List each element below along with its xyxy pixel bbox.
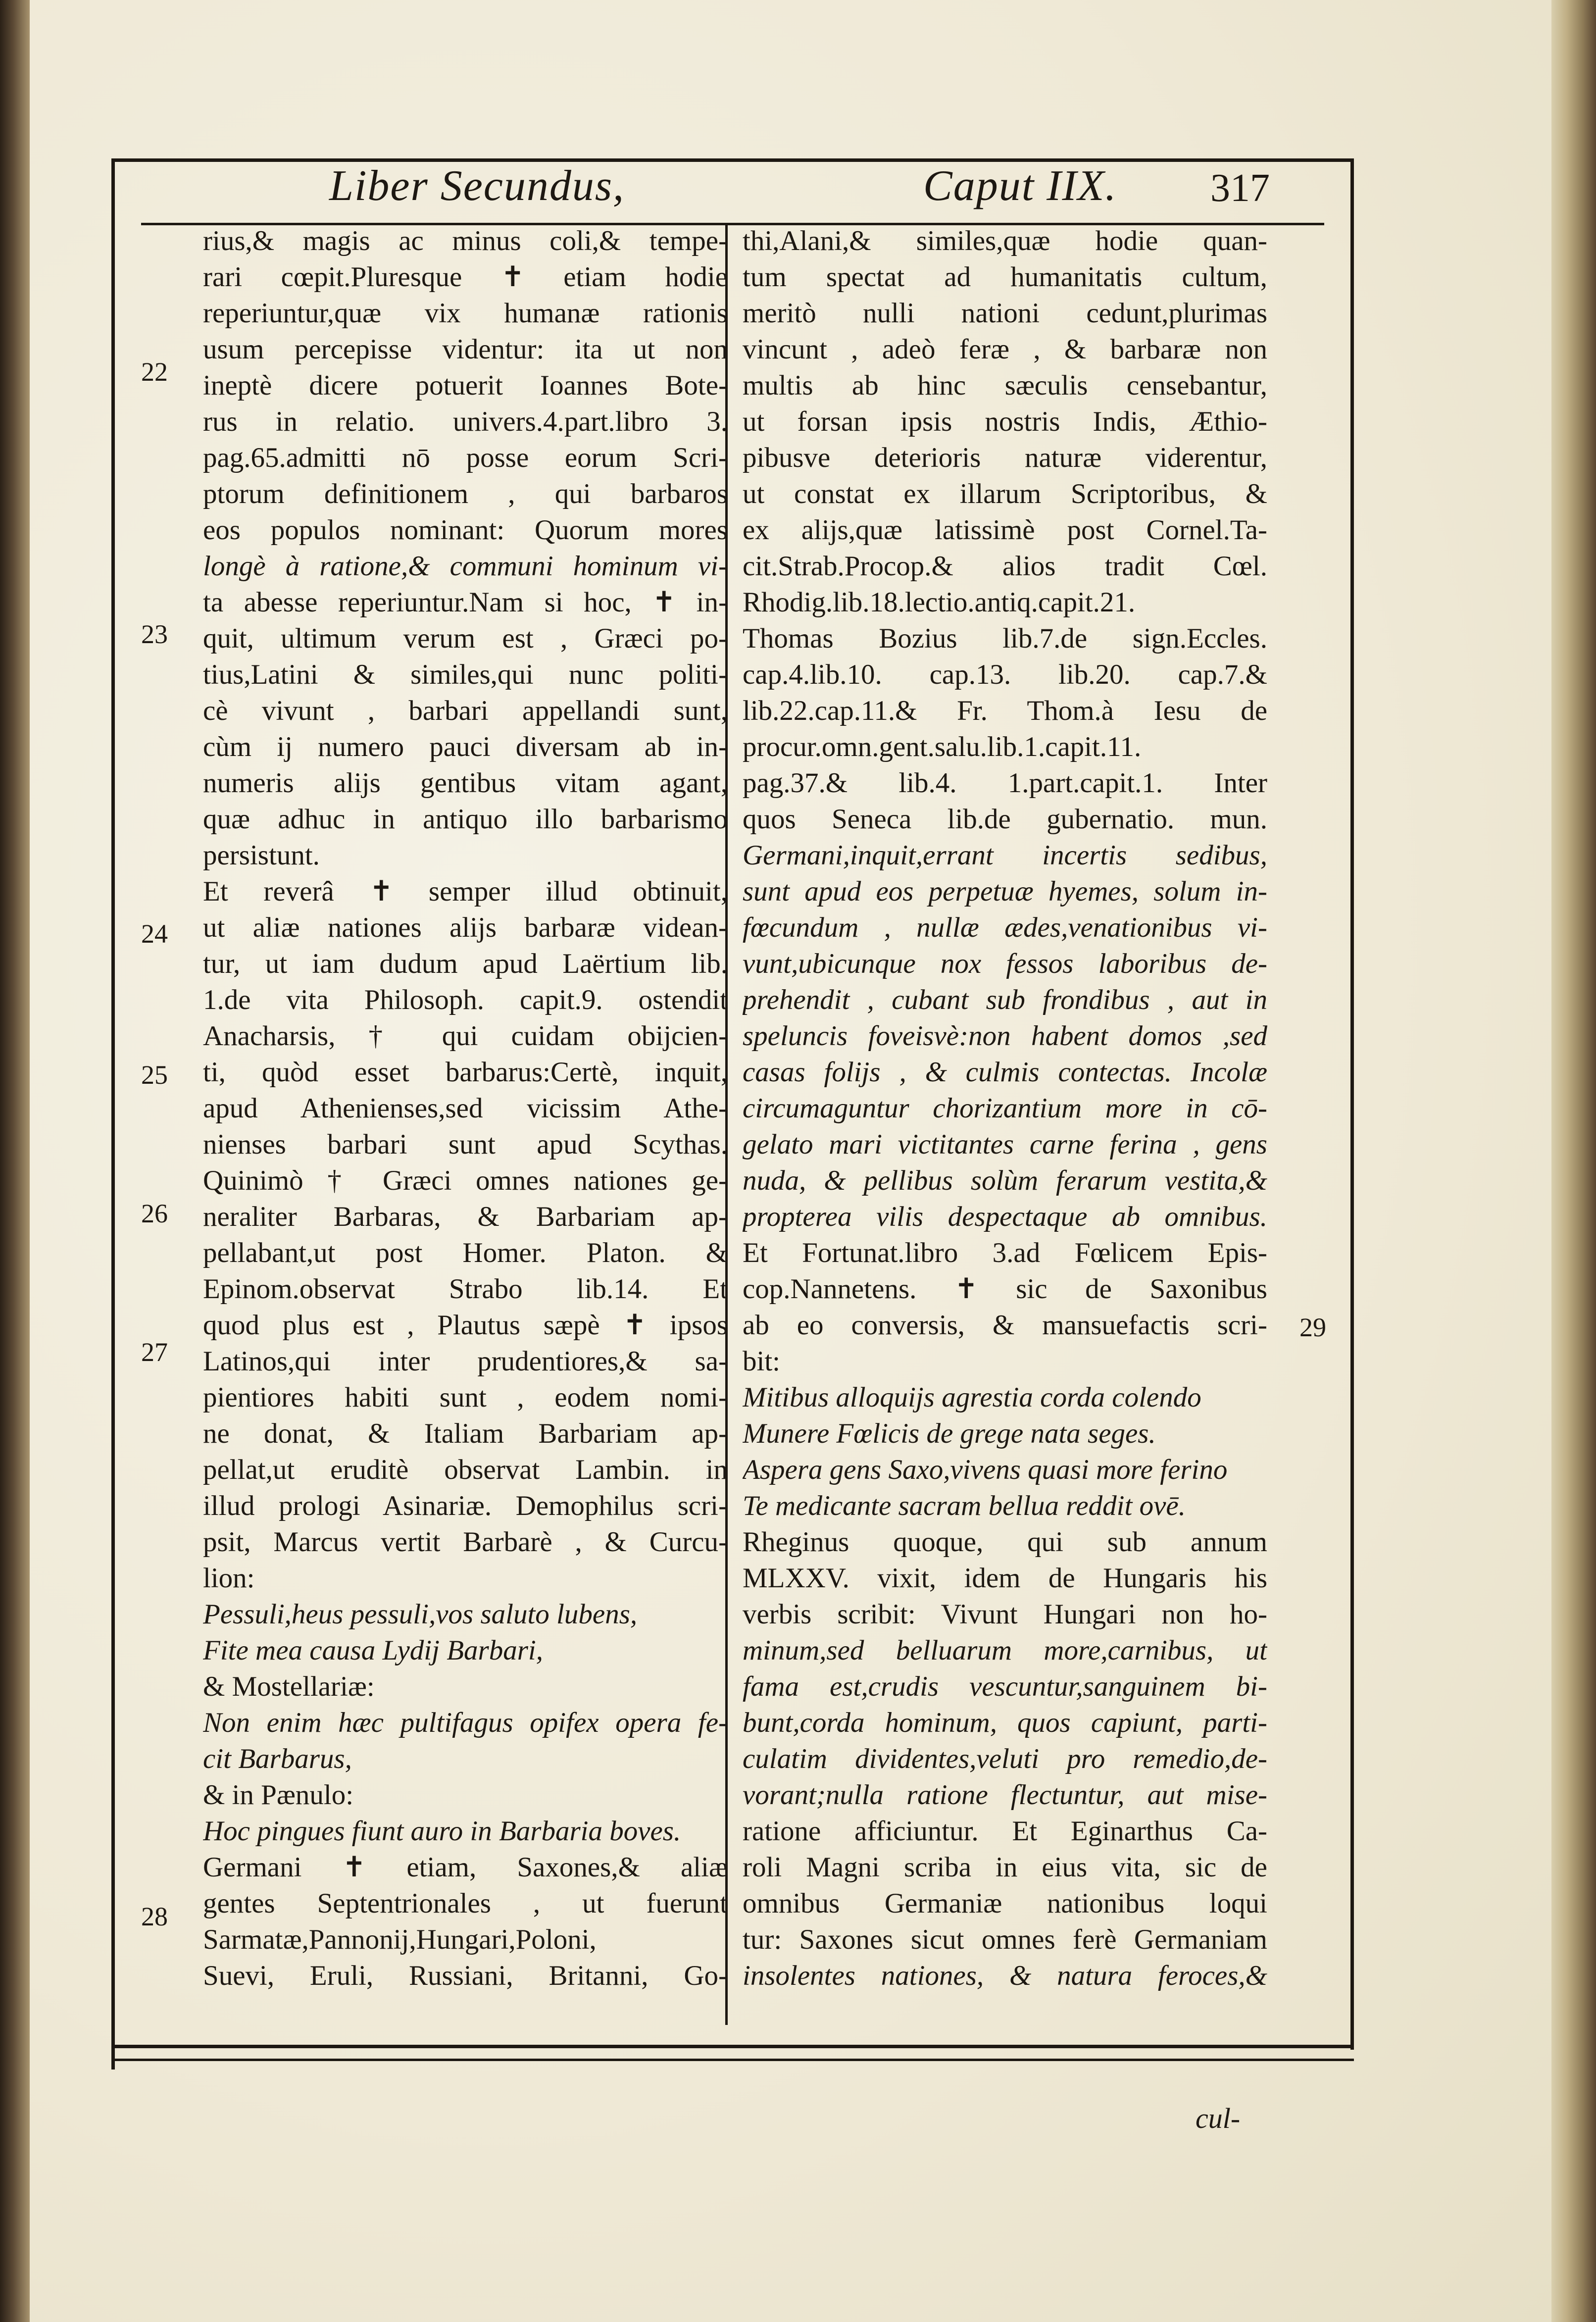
running-head-left: Liber Secundus,: [329, 162, 625, 210]
text-line: Thomas Bozius lib.7.de sign.Eccles.: [743, 623, 1267, 654]
margin-number: 29: [1299, 1312, 1326, 1342]
text-line: vincunt , adeò feræ , & barbaræ non: [743, 334, 1267, 365]
text-line: pag.37.& lib.4. 1.part.capit.1. Inter: [743, 767, 1267, 799]
text-line: pellabant,ut post Homer. Platon. &: [203, 1237, 728, 1268]
text-line: tur, ut iam dudum apud Laërtium lib.: [203, 948, 728, 979]
text-column-right: [743, 223, 1267, 1994]
text-line: Aspera gens Saxo,vivens quasi more ferino: [743, 1454, 1228, 1485]
margin-number: 28: [141, 1902, 168, 1931]
text-line: MLXXV. vixit, idem de Hungaris his: [743, 1563, 1267, 1594]
text-line: thi,Alani,& similes,quæ hodie quan-: [743, 225, 1267, 256]
text-line: rari cœpit.Pluresque ✝ etiam hodie: [203, 261, 728, 293]
text-line: ut constat ex illarum Scriptoribus, &: [743, 478, 1267, 509]
margin-number: 27: [141, 1337, 168, 1367]
text-line: cap.4.lib.10. cap.13. lib.20. cap.7.&: [743, 659, 1267, 690]
text-line: & in Pænulo:: [203, 1779, 354, 1811]
text-line: rius,& magis ac minus coli,& tempe-: [203, 225, 728, 256]
text-line: pibusve deterioris naturæ viderentur,: [743, 442, 1267, 473]
text-line: fama est,crudis vescuntur,sanguinem bi-: [743, 1671, 1267, 1702]
text-line: gelato mari victitantes carne ferina , gens: [743, 1129, 1267, 1160]
text-line: roli Magni scriba in eius vita, sic de: [743, 1852, 1267, 1883]
text-line: Non enim hæc pultifagus opifex opera fe-: [203, 1707, 728, 1738]
text-line: culatim dividentes,veluti pro remedio,de-: [743, 1743, 1267, 1774]
text-line: procur.omn.gent.salu.lib.1.capit.11.: [743, 731, 1142, 762]
frame-rule-bottom: [111, 2045, 1354, 2048]
text-line: nienses barbari sunt apud Scythas.: [203, 1129, 728, 1160]
text-line: & Mostellariæ:: [203, 1671, 375, 1702]
text-line: Te medicante sacram bellua reddit ovē.: [743, 1490, 1186, 1521]
text-line: ineptè dicere potuerit Ioannes Bote-: [203, 370, 728, 401]
text-line: fœcundum , nullæ ædes,venationibus vi-: [743, 912, 1267, 943]
text-line: speluncis foveisvè:non habent domos ,sed: [743, 1020, 1267, 1052]
text-line: neraliter Barbaras, & Barbariam ap-: [203, 1201, 728, 1232]
text-line: Et Fortunat.libro 3.ad Fœlicem Epis-: [743, 1237, 1267, 1268]
margin-number: 23: [141, 619, 168, 649]
text-line: verbis scribit: Vivunt Hungari non ho-: [743, 1599, 1267, 1630]
text-line: Anacharsis, † qui cuidam obijcien-: [203, 1020, 728, 1052]
frame-rule-top: [111, 158, 1354, 162]
text-line: ratione afficiuntur. Et Eginarthus Ca-: [743, 1816, 1267, 1847]
text-line: ut forsan ipsis nostris Indis, Æthio-: [743, 406, 1267, 437]
text-line: pellat,ut eruditè observat Lambin. in: [203, 1454, 728, 1485]
text-line: pag.65.admitti nō posse eorum Scri-: [203, 442, 728, 473]
margin-number: 24: [141, 919, 168, 949]
text-line: propterea vilis despectaque ab omnibus.: [743, 1201, 1267, 1232]
text-line: apud Athenienses,sed vicissim Athe-: [203, 1093, 728, 1124]
catchword: cul-: [1196, 2102, 1241, 2134]
text-line: cop.Nannetens. ✝ sic de Saxonibus: [743, 1273, 1267, 1305]
text-line: cè vivunt , barbari appellandi sunt,: [203, 695, 728, 726]
running-head-right: Caput IIX.: [923, 162, 1117, 210]
text-line: 1.de vita Philosoph. capit.9. ostendit: [203, 984, 728, 1015]
text-line: ut aliæ nationes alijs barbaræ videan-: [203, 912, 728, 943]
text-line: vorant;nulla ratione flectuntur, aut mise-: [743, 1779, 1267, 1811]
text-line: cùm ij numero pauci diversam ab in-: [203, 731, 728, 762]
text-line: illud prologi Asinariæ. Demophilus scri-: [203, 1490, 728, 1521]
text-line: longè à ratione,& communi hominum vi-: [203, 551, 728, 582]
text-line: tum spectat ad humanitatis cultum,: [743, 261, 1267, 293]
text-line: circumaguntur chorizantium more in cō-: [743, 1093, 1267, 1124]
text-line: ne donat, & Italiam Barbariam ap-: [203, 1418, 728, 1449]
text-line: quos Seneca lib.de gubernatio. mun.: [743, 804, 1267, 835]
text-column-left: [203, 223, 728, 1994]
text-line: numeris alijs gentibus vitam agant,: [203, 767, 728, 799]
text-line: casas folijs , & culmis contectas. Incolæ: [743, 1057, 1267, 1088]
text-line: lion:: [203, 1563, 255, 1594]
text-line: Pessuli,heus pessuli,vos saluto lubens,: [203, 1599, 638, 1630]
text-line: Hoc pingues fiunt auro in Barbaria boves.: [203, 1816, 681, 1847]
text-line: pientiores habiti sunt , eodem nomi-: [203, 1382, 728, 1413]
text-line: ptorum definitionem , qui barbaros: [203, 478, 728, 509]
text-line: Rhodig.lib.18.lectio.antiq.capit.21.: [743, 587, 1136, 618]
text-line: Munere Fœlicis de grege nata seges.: [743, 1418, 1156, 1449]
text-line: tius,Latini & similes,qui nunc politi-: [203, 659, 728, 690]
text-line: rus in relatio. univers.4.part.libro 3.: [203, 406, 728, 437]
text-line: Rheginus quoque, qui sub annum: [743, 1526, 1267, 1558]
text-line: Latinos,qui inter prudentiores,& sa-: [203, 1346, 728, 1377]
text-line: meritò nulli nationi cedunt,plurimas: [743, 298, 1267, 329]
frame-rule-right: [1350, 158, 1354, 2050]
page-frame: [111, 149, 1354, 2134]
text-line: Sarmatæ,Pannonij,Hungari,Poloni,: [203, 1924, 597, 1955]
text-line: ta abesse reperiuntur.Nam si hoc, ✝ in-: [203, 587, 728, 618]
left-scan-edge: [0, 0, 30, 2322]
text-line: Germani,inquit,errant incertis sedibus,: [743, 840, 1267, 871]
text-line: Et reverâ ✝ semper illud obtinuit,: [203, 876, 728, 907]
text-line: reperiuntur,quæ vix humanæ rationis: [203, 298, 728, 329]
page-number: 317: [1210, 166, 1270, 210]
text-line: cit.Strab.Procop.& alios tradit Cœl.: [743, 551, 1267, 582]
frame-rule-bottom-outer: [111, 2059, 1354, 2061]
text-line: Epinom.observat Strabo lib.14. Et: [203, 1273, 728, 1305]
text-line: Fite mea causa Lydij Barbari,: [203, 1635, 543, 1666]
text-line: persistunt.: [203, 840, 320, 871]
text-line: usum percepisse videntur: ita ut non: [203, 334, 728, 365]
text-line: Germani ✝ etiam, Saxones,& aliæ: [203, 1852, 728, 1883]
right-scan-edge: [1551, 0, 1596, 2322]
text-line: omnibus Germaniæ nationibus loqui: [743, 1888, 1267, 1919]
text-line: vunt,ubicunque nox fessos laboribus de-: [743, 948, 1267, 979]
text-line: Mitibus alloquijs agrestia corda colendo: [743, 1382, 1201, 1413]
text-line: eos populos nominant: Quorum mores: [203, 514, 728, 546]
text-line: multis ab hinc sæculis censebantur,: [743, 370, 1267, 401]
text-line: sunt apud eos perpetuæ hyemes, solum in-: [743, 876, 1267, 907]
text-line: ti, quòd esset barbarus:Certè, inquit,: [203, 1057, 728, 1088]
text-line: quod plus est , Plautus sæpè ✝ ipsos: [203, 1310, 728, 1341]
text-line: prehendit , cubant sub frondibus , aut in: [743, 984, 1267, 1015]
text-line: Quinimò † Græci omnes nationes ge-: [203, 1165, 728, 1196]
frame-rule-left: [111, 158, 115, 2070]
text-line: bunt,corda hominum, quos capiunt, parti-: [743, 1707, 1267, 1738]
text-line: gentes Septentrionales , ut fuerunt: [203, 1888, 728, 1919]
text-line: cit Barbarus,: [203, 1743, 352, 1774]
margin-number: 26: [141, 1199, 168, 1228]
text-line: minum,sed belluarum more,carnibus, ut: [743, 1635, 1267, 1666]
text-line: nuda, & pellibus solùm ferarum vestita,&: [743, 1165, 1267, 1196]
text-line: ex alijs,quæ latissimè post Cornel.Ta-: [743, 514, 1267, 546]
text-line: quit, ultimum verum est , Græci po-: [203, 623, 728, 654]
text-line: lib.22.cap.11.& Fr. Thom.à Iesu de: [743, 695, 1267, 726]
text-line: insolentes nationes, & natura feroces,&: [743, 1960, 1267, 1991]
book-page: [30, 0, 1551, 2322]
text-line: Suevi, Eruli, Russiani, Britanni, Go-: [203, 1960, 728, 1991]
text-line: bit:: [743, 1346, 781, 1377]
text-line: tur: Saxones sicut omnes ferè Germaniam: [743, 1924, 1267, 1955]
text-line: ab eo conversis, & mansuefactis scri-: [743, 1310, 1267, 1341]
margin-number: 25: [141, 1060, 168, 1090]
text-line: quæ adhuc in antiquo illo barbarismo: [203, 804, 728, 835]
text-line: psit, Marcus vertit Barbarè , & Curcu-: [203, 1526, 728, 1558]
margin-number: 22: [141, 357, 168, 387]
